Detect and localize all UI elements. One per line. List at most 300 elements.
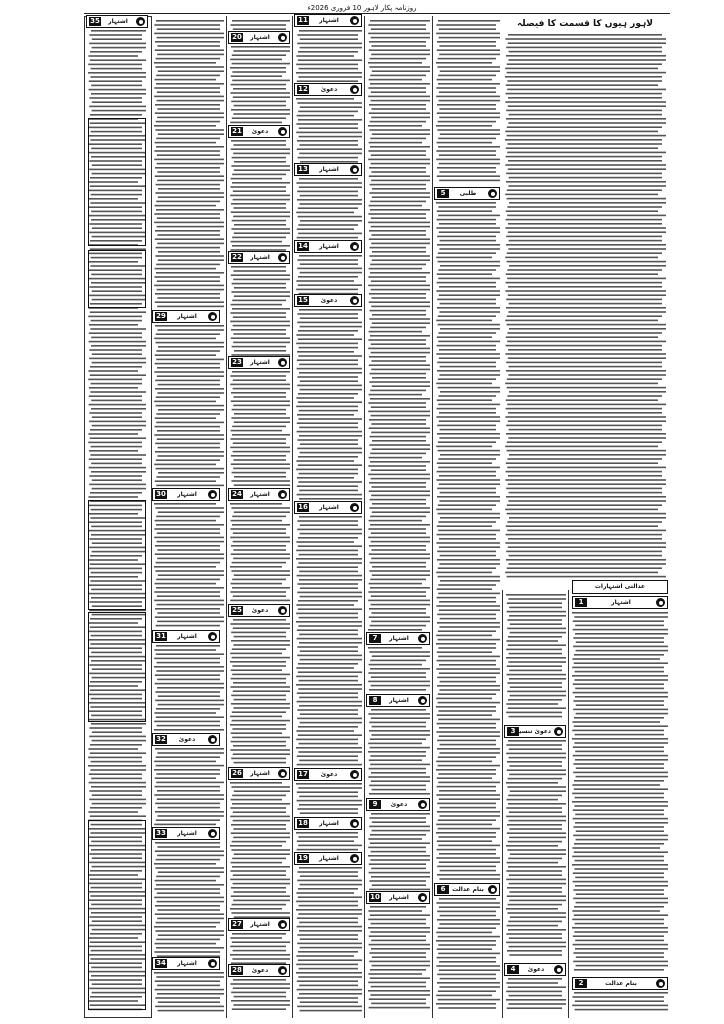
notice-title: دعویٰ: [178, 736, 196, 743]
text-line: [505, 194, 658, 196]
text-line: [233, 979, 286, 981]
text-line: [91, 463, 142, 465]
text-line: [439, 815, 500, 817]
text-line: [369, 793, 430, 795]
text-line: [157, 306, 224, 308]
text-line: [156, 562, 220, 564]
text-line: [230, 384, 290, 386]
notice-number: 19: [298, 854, 308, 862]
text-line: [233, 682, 286, 684]
text-line: [234, 224, 286, 226]
text-line: [299, 634, 358, 636]
text-line: [438, 576, 500, 578]
text-line: [368, 537, 430, 539]
text-line: [506, 753, 566, 755]
text-line: [89, 395, 142, 397]
text-line: [576, 839, 668, 841]
text-line: [439, 54, 500, 56]
text-line: [296, 964, 358, 966]
notice-header-3: [504, 725, 566, 738]
text-line: [299, 554, 358, 556]
notice-title: دعویٰ: [251, 128, 269, 135]
notice-number: 18: [298, 819, 308, 827]
text-line: [439, 45, 496, 47]
text-line: [299, 642, 362, 644]
text-line: [230, 59, 282, 61]
text-line: [297, 115, 354, 117]
text-line: [156, 579, 220, 581]
text-line: [372, 726, 426, 728]
text-line: [232, 80, 290, 82]
text-line: [574, 788, 668, 790]
notice-header-7: [366, 632, 430, 645]
text-line: [437, 129, 500, 131]
text-line: [89, 484, 146, 486]
text-line: [232, 1008, 286, 1010]
text-line: [370, 764, 430, 766]
text-line: [507, 215, 666, 217]
text-line: [574, 969, 664, 971]
text-line: [369, 608, 426, 610]
text-line: [506, 307, 666, 309]
text-line: [157, 45, 220, 47]
notice-title: دعویٰ: [251, 967, 269, 974]
notice-header-15: [294, 294, 362, 307]
text-line: [298, 976, 362, 978]
text-line: [437, 559, 500, 561]
text-line: [370, 834, 426, 836]
text-line: [436, 257, 492, 259]
text-line: [371, 415, 430, 417]
text-line: [368, 591, 426, 593]
notice-number: 33: [156, 829, 166, 837]
text-line: [436, 706, 496, 708]
text-line: [297, 313, 358, 315]
text-line: [233, 459, 286, 461]
text-line: [156, 247, 220, 249]
text-line: [230, 528, 286, 530]
notice-number: 16: [298, 503, 308, 511]
notice-header-6: [434, 883, 500, 896]
text-line: [509, 748, 562, 750]
text-line: [89, 387, 138, 389]
text-line: [437, 660, 496, 662]
text-line: [505, 131, 658, 133]
text-line: [300, 587, 358, 589]
text-line: [233, 950, 286, 952]
text-line: [155, 325, 224, 327]
text-line: [369, 952, 426, 954]
text-line: [370, 272, 430, 274]
text-line: [572, 927, 668, 929]
text-line: [369, 616, 430, 618]
notice-number: 32: [156, 735, 166, 743]
text-line: [231, 553, 290, 555]
text-line: [437, 982, 500, 984]
text-line: [439, 117, 500, 119]
text-line: [436, 159, 500, 161]
notice-number: 2: [575, 979, 587, 988]
text-line: [437, 462, 492, 464]
emblem-icon: [350, 503, 359, 512]
text-line: [369, 318, 430, 320]
text-line: [438, 999, 500, 1001]
text-line: [154, 159, 224, 161]
text-line: [371, 734, 430, 736]
text-line: [438, 215, 500, 217]
text-line: [506, 551, 662, 553]
text-line: [372, 322, 430, 324]
text-line: [157, 392, 224, 394]
text-line: [156, 333, 220, 335]
emblem-icon: [350, 16, 359, 25]
text-line: [574, 654, 664, 656]
notice-header-16: [294, 501, 362, 514]
text-line: [296, 892, 354, 894]
text-line: [299, 680, 358, 682]
text-line: [299, 127, 358, 129]
text-line: [372, 377, 426, 379]
text-line: [439, 689, 500, 691]
masthead: روزنامہ پکار لاہور 10 فروری 2026ء: [307, 4, 417, 12]
text-line: [505, 164, 666, 166]
text-line: [371, 876, 430, 878]
text-line: [299, 435, 362, 437]
text-line: [440, 492, 496, 494]
text-line: [369, 785, 426, 787]
text-line: [438, 765, 500, 767]
text-line: [438, 828, 500, 830]
text-line: [232, 516, 286, 518]
text-line: [297, 237, 358, 239]
notice-header-18: [294, 817, 362, 830]
text-line: [157, 604, 224, 606]
text-line: [370, 398, 430, 400]
notice-title: اشتہار: [177, 633, 197, 640]
text-line: [368, 776, 430, 778]
text-line: [508, 904, 562, 906]
text-line: [506, 408, 662, 410]
text-line: [507, 441, 662, 443]
text-line: [439, 861, 500, 863]
text-line: [439, 108, 496, 110]
text-line: [232, 54, 286, 56]
text-line: [156, 884, 224, 886]
text-line: [437, 777, 492, 779]
text-line: [298, 600, 358, 602]
text-line: [298, 836, 358, 838]
text-line: [233, 442, 286, 444]
text-line: [372, 503, 426, 505]
text-line: [231, 1000, 290, 1002]
notice-title: اشتہار: [611, 599, 631, 606]
text-line: [299, 968, 358, 970]
text-line: [573, 961, 668, 963]
text-line: [436, 1003, 496, 1005]
text-line: [437, 849, 496, 851]
emblem-icon: [278, 127, 287, 136]
text-line: [88, 811, 138, 813]
text-line: [506, 173, 662, 175]
text-line: [299, 985, 358, 987]
text-line: [575, 885, 668, 887]
notice-number: 27: [232, 920, 242, 928]
text-line: [369, 889, 430, 891]
text-line: [440, 978, 496, 980]
text-line: [300, 713, 358, 715]
text-line: [371, 432, 430, 434]
text-line: [507, 769, 566, 771]
text-line: [158, 1010, 224, 1012]
text-line: [154, 338, 216, 340]
text-line: [507, 504, 662, 506]
notice-number: 13: [298, 165, 308, 173]
text-line: [509, 900, 566, 902]
text-line: [89, 736, 146, 738]
emblem-icon: [278, 490, 287, 499]
text-line: [507, 925, 558, 927]
text-line: [296, 783, 362, 785]
text-line: [155, 426, 220, 428]
notice-header-31: [152, 630, 220, 643]
text-line: [573, 646, 668, 648]
text-line: [298, 688, 362, 690]
text-line: [507, 458, 662, 460]
notice-header-1: [572, 596, 668, 609]
text-line: [157, 108, 220, 110]
text-line: [371, 486, 426, 488]
text-line: [371, 986, 426, 988]
text-line: [370, 20, 430, 22]
text-line: [438, 1007, 496, 1009]
text-line: [576, 893, 664, 895]
text-line: [300, 326, 362, 328]
text-line: [232, 562, 286, 564]
text-line: [506, 559, 666, 561]
text-line: [157, 725, 220, 727]
emblem-icon: [278, 769, 287, 778]
text-line: [368, 973, 422, 975]
text-line: [90, 59, 146, 61]
text-line: [509, 555, 662, 557]
text-line: [436, 794, 500, 796]
text-line: [369, 553, 430, 555]
text-line: [437, 811, 500, 813]
text-line: [573, 818, 668, 820]
text-line: [296, 212, 354, 214]
text-line: [232, 841, 286, 843]
text-line: [230, 749, 290, 751]
text-line: [440, 580, 500, 582]
text-line: [299, 473, 358, 475]
text-line: [232, 711, 286, 713]
text-line: [299, 760, 358, 762]
text-line: [234, 169, 290, 171]
text-line: [575, 1009, 668, 1011]
text-line: [230, 438, 286, 440]
text-line: [91, 320, 142, 322]
text-line: [510, 916, 566, 918]
text-line: [437, 273, 492, 275]
text-line: [507, 799, 558, 801]
text-line: [575, 877, 664, 879]
text-line: [437, 210, 492, 212]
text-line: [369, 129, 430, 131]
text-line: [297, 148, 362, 150]
text-line: [88, 316, 142, 318]
text-line: [155, 683, 224, 685]
text-line: [369, 394, 422, 396]
text-line: [157, 798, 224, 800]
text-line: [89, 782, 146, 784]
text-line: [233, 987, 290, 989]
text-line: [369, 863, 426, 865]
text-line: [298, 284, 362, 286]
text-line: [369, 293, 426, 295]
text-line: [509, 716, 562, 718]
text-line: [438, 630, 496, 632]
text-line: [155, 842, 220, 844]
text-line: [507, 1007, 562, 1009]
text-line: [154, 62, 216, 64]
text-line: [574, 851, 668, 853]
text-line: [90, 492, 142, 494]
text-line: [438, 83, 500, 85]
text-line: [234, 413, 286, 415]
text-line: [439, 546, 500, 548]
text-line: [231, 228, 290, 230]
text-line: [232, 587, 290, 589]
text-line: [231, 266, 286, 268]
text-line: [507, 252, 662, 254]
text-line: [506, 47, 662, 49]
text-line: [156, 83, 224, 85]
text-line: [438, 450, 500, 452]
text-line: [439, 727, 496, 729]
text-line: [300, 272, 362, 274]
text-line: [437, 282, 496, 284]
text-line: [506, 433, 666, 435]
text-line: [437, 803, 496, 805]
text-line: [297, 989, 362, 991]
text-line: [370, 914, 430, 916]
text-line: [437, 488, 496, 490]
text-line: [155, 700, 224, 702]
text-line: [157, 855, 224, 857]
text-line: [509, 429, 662, 431]
text-line: [439, 311, 500, 313]
text-line: [508, 412, 662, 414]
text-line: [157, 679, 220, 681]
notice-title: اشتہار: [389, 894, 409, 901]
text-line: [368, 600, 430, 602]
text-line: [232, 933, 286, 935]
text-line: [368, 402, 426, 404]
text-line: [297, 385, 362, 387]
text-line: [438, 927, 496, 929]
text-line: [297, 140, 358, 142]
text-line: [230, 937, 282, 939]
text-line: [439, 420, 500, 422]
notice-title: اشتہار: [389, 635, 409, 642]
text-line: [298, 393, 358, 395]
text-line: [368, 285, 430, 287]
text-line: [437, 740, 496, 742]
emblem-icon: [418, 634, 427, 643]
text-line: [440, 915, 496, 917]
text-line: [298, 888, 358, 890]
text-line: [572, 784, 660, 786]
text-line: [233, 279, 290, 281]
text-line: [438, 146, 500, 148]
text-line: [506, 488, 662, 490]
text-line: [437, 685, 500, 687]
text-line: [369, 730, 430, 732]
text-line: [231, 274, 290, 276]
text-line: [509, 678, 566, 680]
text-line: [158, 1001, 220, 1003]
text-line: [437, 79, 492, 81]
text-line: [506, 982, 558, 984]
text-line: [575, 797, 664, 799]
text-line: [507, 387, 666, 389]
text-line: [231, 520, 282, 522]
text-line: [155, 66, 224, 68]
text-line: [298, 951, 358, 953]
text-line: [158, 704, 224, 706]
text-line: [89, 358, 146, 360]
text-line: [298, 464, 362, 466]
text-line: [296, 64, 358, 66]
text-line: [154, 729, 224, 731]
notice-title: طلبی: [459, 190, 477, 197]
text-line: [506, 84, 658, 86]
notice-number: 31: [156, 632, 166, 640]
text-line: [509, 265, 666, 267]
text-line: [368, 927, 430, 929]
notice-header-29: [152, 310, 220, 323]
text-line: [297, 718, 362, 720]
text-line: [371, 154, 426, 156]
text-line: [155, 905, 220, 907]
text-line: [507, 143, 662, 145]
text-line: [233, 216, 290, 218]
text-line: [572, 612, 668, 614]
text-line: [92, 488, 146, 490]
text-line: [371, 558, 430, 560]
text-line: [230, 321, 290, 323]
text-line: [506, 649, 562, 651]
text-line: [372, 70, 430, 72]
text-line: [439, 923, 500, 925]
text-line: [231, 741, 286, 743]
text-line: [437, 622, 500, 624]
text-line: [440, 870, 496, 872]
text-line: [154, 464, 216, 466]
text-line: [508, 699, 562, 701]
text-line: [507, 567, 662, 569]
text-line: [231, 732, 282, 734]
notice-title: اشتہار: [250, 770, 270, 777]
text-line: [439, 475, 496, 477]
text-line: [505, 76, 662, 78]
text-line: [370, 969, 426, 971]
text-line: [507, 602, 562, 604]
emblem-icon: [208, 735, 217, 744]
text-line: [296, 747, 362, 749]
text-line: [572, 667, 664, 669]
text-line: [507, 895, 566, 897]
